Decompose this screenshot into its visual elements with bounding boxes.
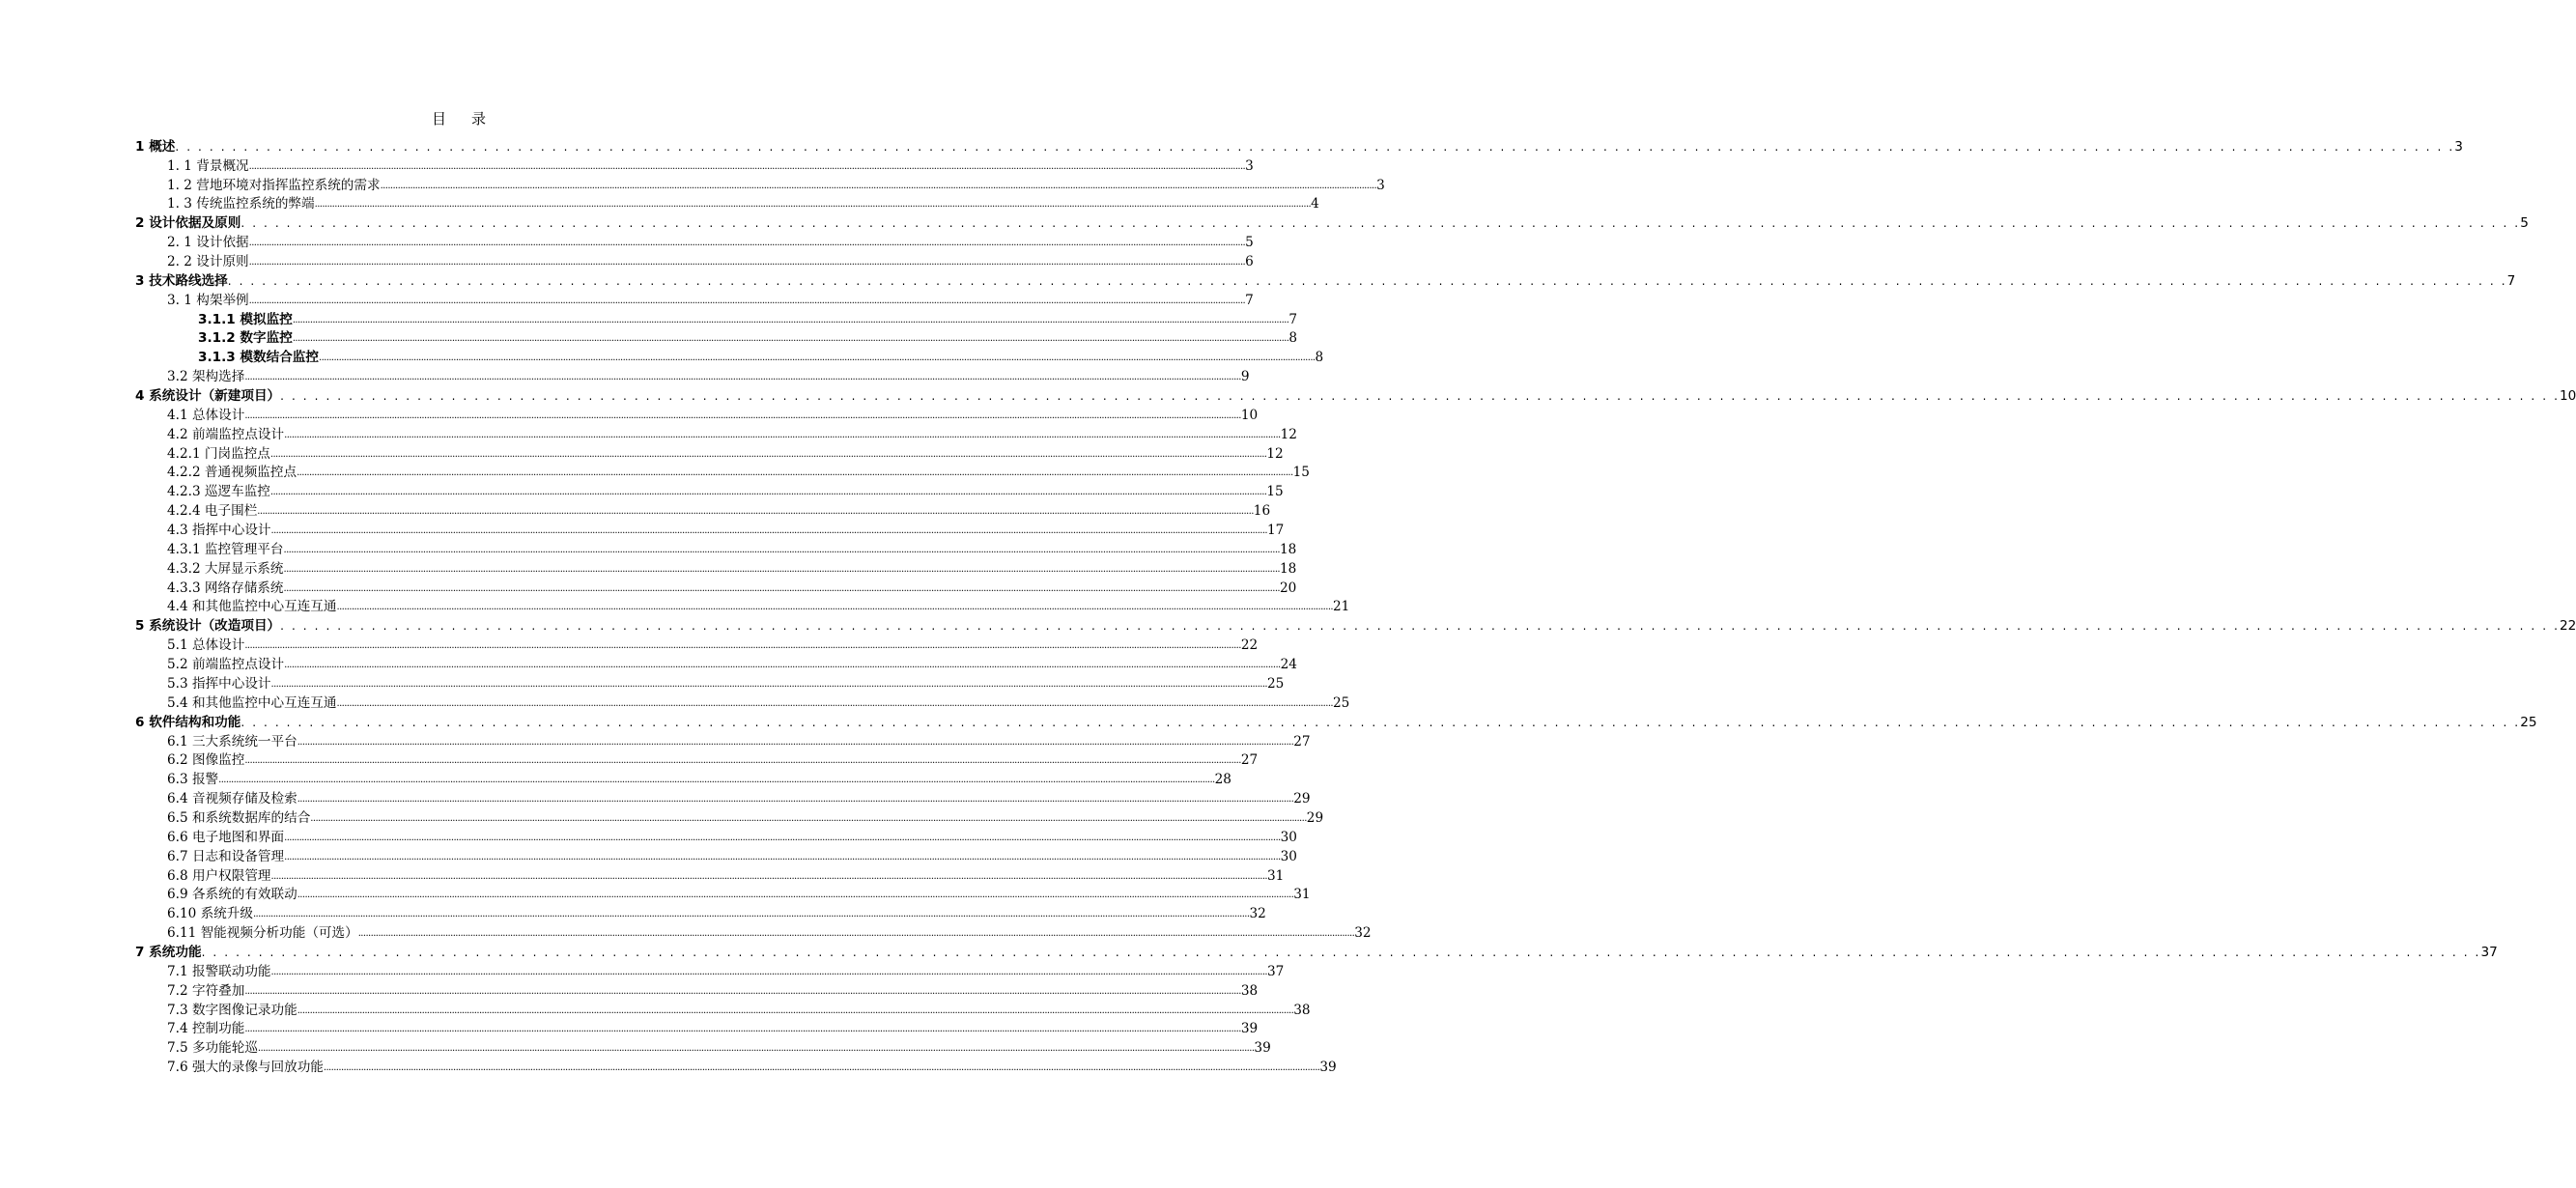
toc-entry-page: 6 — [1245, 254, 1254, 270]
toc-entry[interactable] — [135, 597, 1350, 616]
toc-dot-leader: . . . . . . . . . . . . . . . . . . . . . . . . . . . . . . . . . . . . . . . . . . . . . . . . . . . . . . . . . . . . . . . . . . . . . . . . . . . . . . . . . . . . . . . . . . . . . . . . . . . . . . . . . . . . . . . . . . . . . . . . . . . . . . . . . . . . . . . . . . . . . . . . . . . . . . . . . . . . . . . . . . . . . . . . . . . . . . . . . . . . . . . . . . . . . . . . . . . . . . . . — [175, 139, 2455, 154]
toc-entry-page: 12 — [1266, 445, 1284, 462]
toc-entry[interactable] — [135, 865, 1285, 885]
toc-dot-leader: ................................................................................................................................................................................................................................................................................................................................................................................................................ — [297, 736, 1294, 748]
toc-entry[interactable] — [135, 175, 1385, 194]
toc-entry[interactable] — [135, 424, 1297, 443]
toc-entry[interactable] — [135, 328, 1297, 348]
toc-entry-label: 4.2 前端监控点设计 — [167, 426, 285, 442]
toc-entry-label: 6.3 报警 — [167, 772, 219, 788]
toc-title-char-2: 录 — [471, 110, 487, 127]
toc-entry-page: 37 — [1267, 963, 1285, 979]
toc-entry-label: 6.7 日志和设备管理 — [167, 848, 285, 864]
toc-entry-page: 32 — [1354, 925, 1372, 942]
toc-dot-leader: . . . . . . . . . . . . . . . . . . . . . . . . . . . . . . . . . . . . . . . . . . . . . . . . . . . . . . . . . . . . . . . . . . . . . . . . . . . . . . . . . . . . . . . . . . . . . . . . . . . . . . . . . . . . . . . . . . . . . . . . . . . . . . . . . . . . . . . . . . . . . . . . . . . . . . . . . . . . . . . . . . . . . . . . . . . . . . . . . . . . . . . . . . . . . . . . . . . . . . . . — [280, 619, 2561, 634]
toc-entry[interactable] — [135, 463, 1310, 482]
toc-entry[interactable] — [135, 1000, 1311, 1019]
toc-entry-label: 7.1 报警联动功能 — [167, 963, 271, 979]
toc-entry[interactable] — [135, 443, 1284, 463]
toc-dot-leader: ................................................................................................................................................................................................................................................................................................................................................................................................................ — [357, 928, 1355, 940]
toc-entry[interactable] — [135, 846, 1297, 865]
toc-entry[interactable] — [135, 366, 1250, 385]
toc-dot-leader: ................................................................................................................................................................................................................................................................................................................................................................................................................ — [297, 890, 1294, 901]
toc-entry[interactable] — [135, 520, 1285, 539]
toc-entry-page: 25 — [1267, 675, 1285, 692]
toc-entry[interactable] — [135, 1019, 1259, 1038]
toc-dot-leader: ................................................................................................................................................................................................................................................................................................................................................................................................................ — [270, 870, 1268, 882]
toc-entry-page: 7 — [1288, 311, 1297, 327]
toc-entry-page: 29 — [1293, 791, 1311, 807]
toc-entry[interactable] — [135, 194, 1319, 213]
toc-entry-label: 7 系统功能 — [135, 944, 202, 960]
toc-entry-label: 7.3 数字图像记录功能 — [167, 1002, 297, 1018]
toc-dot-leader: ................................................................................................................................................................................................................................................................................................................................................................................................................ — [244, 1024, 1241, 1035]
toc-dot-leader: . . . . . . . . . . . . . . . . . . . . . . . . . . . . . . . . . . . . . . . . . . . . . . . . . . . . . . . . . . . . . . . . . . . . . . . . . . . . . . . . . . . . . . . . . . . . . . . . . . . . . . . . . . . . . . . . . . . . . . . . . . . . . . . . . . . . . . . . . . . . . . . . . . . . . . . . . . . . . . . . . . . . . . . . . . . . . . . . . . . . . . . . . . . . . . . . . . . . . . . . — [241, 715, 2521, 729]
toc-entry-page: 18 — [1279, 560, 1297, 577]
toc-entry-page: 3 — [1376, 177, 1385, 193]
toc-entry-label: 1. 3 传统监控系统的弊端 — [167, 196, 315, 212]
toc-dot-leader: ................................................................................................................................................................................................................................................................................................................................................................................................................ — [244, 640, 1241, 652]
toc-entry[interactable] — [135, 385, 2576, 405]
toc-dot-leader: ................................................................................................................................................................................................................................................................................................................................................................................................................ — [252, 909, 1250, 920]
toc-entry-label: 3.1.2 数字监控 — [198, 330, 293, 347]
toc-entry-page: 10 — [2560, 388, 2576, 405]
toc-dot-leader: . . . . . . . . . . . . . . . . . . . . . . . . . . . . . . . . . . . . . . . . . . . . . . . . . . . . . . . . . . . . . . . . . . . . . . . . . . . . . . . . . . . . . . . . . . . . . . . . . . . . . . . . . . . . . . . . . . . . . . . . . . . . . . . . . . . . . . . . . . . . . . . . . . . . . . . . . . . . . . . . . . . . . . . . . . . . . . . . . . . . . . . . . . . . . . . . . . . . . . . . — [241, 216, 2521, 231]
toc-entry[interactable] — [135, 270, 2516, 290]
toc-entry-label: 6.5 和系统数据库的结合 — [167, 809, 311, 826]
toc-entry[interactable] — [135, 885, 1311, 904]
toc-entry[interactable] — [135, 827, 1297, 846]
toc-dot-leader: ................................................................................................................................................................................................................................................................................................................................................................................................................ — [244, 410, 1241, 421]
toc-entry-label: 6.11 智能视频分析功能（可选） — [167, 925, 358, 942]
toc-dot-leader: ................................................................................................................................................................................................................................................................................................................................................................................................................ — [297, 1004, 1294, 1016]
toc-entry-page: 8 — [1315, 350, 1324, 366]
toc-entry-page: 9 — [1240, 369, 1250, 385]
toc-entry-page: 31 — [1267, 867, 1285, 884]
toc-entry-page: 38 — [1293, 1002, 1311, 1018]
toc-dot-leader: ................................................................................................................................................................................................................................................................................................................................................................................................................ — [292, 333, 1289, 345]
toc-entry[interactable] — [135, 673, 1285, 693]
toc-entry-label: 1. 1 背景概况 — [167, 157, 249, 174]
toc-entry-page: 22 — [1240, 637, 1259, 654]
toc-dot-leader: ................................................................................................................................................................................................................................................................................................................................................................................................................ — [297, 467, 1293, 479]
toc-entry[interactable] — [135, 156, 1254, 175]
toc-title — [0, 108, 918, 128]
toc-entry-label: 4.2.3 巡逻车监控 — [167, 484, 270, 500]
toc-entry-page: 5 — [1245, 235, 1254, 251]
toc-entry-label: 5.1 总体设计 — [167, 637, 245, 654]
toc-entry-label: 5.3 指挥中心设计 — [167, 675, 271, 692]
toc-dot-leader: ................................................................................................................................................................................................................................................................................................................................................................................................................ — [284, 851, 1281, 863]
toc-entry-page: 39 — [1319, 1060, 1337, 1076]
table-of-contents — [135, 136, 2576, 1076]
toc-entry-page: 21 — [1332, 599, 1350, 615]
toc-dot-leader: . . . . . . . . . . . . . . . . . . . . . . . . . . . . . . . . . . . . . . . . . . . . . . . . . . . . . . . . . . . . . . . . . . . . . . . . . . . . . . . . . . . . . . . . . . . . . . . . . . . . . . . . . . . . . . . . . . . . . . . . . . . . . . . . . . . . . . . . . . . . . . . . . . . . . . . . . . . . . . . . . . . . . . . . . . . . . . . . . . . . . . . . . . . . . . . . . . . . . . . . — [227, 273, 2507, 288]
toc-entry-label: 4.1 总体设计 — [167, 407, 245, 423]
toc-entry-label: 6.1 三大系统统一平台 — [167, 733, 297, 750]
toc-entry[interactable] — [135, 500, 1271, 520]
toc-dot-leader: ................................................................................................................................................................................................................................................................................................................................................................................................................ — [218, 775, 1215, 786]
toc-entry-label: 4.2.1 门岗监控点 — [167, 445, 270, 462]
toc-entry-label: 1. 2 营地环境对指挥监控系统的需求 — [167, 177, 381, 193]
toc-entry-page: 32 — [1249, 906, 1266, 922]
toc-entry-page: 16 — [1253, 503, 1271, 520]
toc-entry-label: 7.6 强大的录像与回放功能 — [167, 1060, 324, 1076]
toc-entry-label: 6.2 图像监控 — [167, 752, 245, 769]
toc-dot-leader: ................................................................................................................................................................................................................................................................................................................................................................................................................ — [269, 487, 1267, 498]
toc-entry-page: 18 — [1279, 541, 1297, 557]
toc-entry[interactable] — [135, 539, 1297, 558]
toc-entry-label: 5 系统设计（改造项目） — [135, 618, 281, 635]
toc-entry-page: 25 — [1332, 694, 1350, 711]
toc-entry[interactable] — [135, 212, 2529, 232]
toc-entry[interactable] — [135, 347, 1324, 366]
toc-entry-label: 2. 2 设计原则 — [167, 254, 249, 270]
toc-dot-leader: ................................................................................................................................................................................................................................................................................................................................................................................................................ — [283, 563, 1280, 575]
toc-entry[interactable] — [135, 635, 1259, 654]
toc-entry-label: 4.3.1 监控管理平台 — [167, 541, 284, 557]
toc-entry-page: 10 — [1240, 407, 1259, 423]
toc-entry-page: 31 — [1293, 887, 1311, 903]
toc-entry[interactable] — [135, 922, 1372, 942]
toc-dot-leader: ................................................................................................................................................................................................................................................................................................................................................................................................................ — [257, 1043, 1255, 1055]
toc-entry-label: 6.4 音视频存储及检索 — [167, 791, 297, 807]
toc-entry[interactable] — [135, 251, 1254, 270]
toc-entry-page: 7 — [2506, 272, 2516, 289]
toc-entry-page: 30 — [1280, 829, 1297, 845]
toc-entry-label: 3.1.3 模数结合监控 — [198, 350, 319, 366]
toc-entry-label: 6.6 电子地图和界面 — [167, 829, 285, 845]
toc-entry[interactable] — [135, 136, 2463, 156]
toc-entry[interactable] — [135, 232, 1254, 251]
toc-entry-page: 37 — [2480, 944, 2498, 960]
toc-entry-label: 1 概述 — [135, 138, 176, 155]
toc-entry-page: 7 — [1245, 292, 1254, 308]
toc-dot-leader: ................................................................................................................................................................................................................................................................................................................................................................................................................ — [283, 544, 1280, 555]
toc-entry[interactable] — [135, 1057, 1337, 1076]
toc-entry[interactable] — [135, 693, 1350, 712]
toc-entry-page: 5 — [2520, 215, 2529, 232]
toc-entry-label: 6.8 用户权限管理 — [167, 867, 271, 884]
toc-entry-label: 4.2.2 普通视频监控点 — [167, 465, 297, 481]
toc-dot-leader: ................................................................................................................................................................................................................................................................................................................................................................................................................ — [248, 257, 1246, 269]
toc-entry[interactable] — [135, 1037, 1271, 1057]
toc-dot-leader: ................................................................................................................................................................................................................................................................................................................................................................................................................ — [270, 966, 1268, 977]
toc-dot-leader: ................................................................................................................................................................................................................................................................................................................................................................................................................ — [248, 295, 1246, 306]
toc-entry-page: 17 — [1267, 523, 1285, 539]
toc-entry-label: 6 软件结构和功能 — [135, 714, 241, 730]
toc-dot-leader: ................................................................................................................................................................................................................................................................................................................................................................................................................ — [284, 429, 1281, 440]
toc-entry[interactable] — [135, 654, 1297, 673]
toc-entry[interactable] — [135, 750, 1259, 770]
toc-entry-page: 8 — [1288, 330, 1297, 347]
toc-entry-label: 4.2.4 电子围栏 — [167, 503, 258, 520]
toc-entry[interactable] — [135, 980, 1259, 1000]
toc-dot-leader: ................................................................................................................................................................................................................................................................................................................................................................................................................ — [244, 372, 1241, 383]
toc-entry[interactable] — [135, 558, 1297, 578]
toc-entry[interactable] — [135, 290, 1254, 309]
toc-entry-page: 15 — [1292, 465, 1310, 481]
toc-dot-leader: ................................................................................................................................................................................................................................................................................................................................................................................................................ — [323, 1062, 1320, 1074]
toc-entry[interactable] — [135, 405, 1259, 424]
toc-dot-leader: ................................................................................................................................................................................................................................................................................................................................................................................................................ — [380, 180, 1377, 191]
toc-entry-label: 2. 1 设计依据 — [167, 235, 249, 251]
toc-entry-page: 39 — [1240, 1021, 1259, 1037]
toc-entry-label: 4 系统设计（新建项目） — [135, 388, 281, 405]
toc-entry-page: 39 — [1254, 1040, 1271, 1057]
toc-entry-page: 25 — [2520, 714, 2537, 730]
toc-entry-label: 4.3 指挥中心设计 — [167, 523, 271, 539]
toc-entry-label: 3 技术路线选择 — [135, 272, 228, 289]
toc-entry-label: 3.1.1 模拟监控 — [198, 311, 293, 327]
toc-entry[interactable] — [135, 578, 1297, 597]
toc-entry[interactable] — [135, 731, 1311, 750]
toc-entry[interactable] — [135, 903, 1266, 922]
toc-dot-leader: ................................................................................................................................................................................................................................................................................................................................................................................................................ — [284, 832, 1281, 843]
toc-dot-leader: ................................................................................................................................................................................................................................................................................................................................................................................................................ — [244, 755, 1241, 767]
toc-entry[interactable] — [135, 309, 1297, 328]
toc-entry[interactable] — [135, 788, 1311, 807]
toc-title-char-1: 目 — [431, 110, 446, 127]
toc-entry-label: 7.5 多功能轮巡 — [167, 1040, 258, 1057]
toc-dot-leader: . . . . . . . . . . . . . . . . . . . . . . . . . . . . . . . . . . . . . . . . . . . . . . . . . . . . . . . . . . . . . . . . . . . . . . . . . . . . . . . . . . . . . . . . . . . . . . . . . . . . . . . . . . . . . . . . . . . . . . . . . . . . . . . . . . . . . . . . . . . . . . . . . . . . . . . . . . . . . . . . . . . . . . . . . . . . . . . . . . . . . . . . . . . . . . . . . . . . . . . . — [201, 945, 2481, 959]
toc-dot-leader: ................................................................................................................................................................................................................................................................................................................................................................................................................ — [270, 525, 1268, 537]
toc-entry[interactable] — [135, 615, 2576, 635]
toc-dot-leader: ................................................................................................................................................................................................................................................................................................................................................................................................................ — [292, 314, 1289, 325]
toc-dot-leader: ................................................................................................................................................................................................................................................................................................................................................................................................................ — [284, 660, 1281, 671]
toc-entry-page: 28 — [1214, 772, 1231, 788]
toc-entry-label: 4.4 和其他监控中心互连互通 — [167, 599, 337, 615]
toc-entry-label: 4.3.2 大屏显示系统 — [167, 560, 284, 577]
toc-entry-page: 27 — [1240, 752, 1259, 769]
toc-entry-label: 3. 1 构架举例 — [167, 292, 249, 308]
toc-entry-page: 3 — [2454, 138, 2463, 155]
toc-entry[interactable] — [135, 942, 2498, 961]
toc-entry[interactable] — [135, 961, 1285, 980]
toc-dot-leader: ................................................................................................................................................................................................................................................................................................................................................................................................................ — [269, 448, 1267, 460]
toc-dot-leader: ................................................................................................................................................................................................................................................................................................................................................................................................................ — [283, 582, 1280, 594]
toc-entry-label: 3.2 架构选择 — [167, 369, 245, 385]
toc-entry-page: 15 — [1266, 484, 1284, 500]
toc-entry-page: 30 — [1280, 848, 1297, 864]
toc-entry-page: 27 — [1293, 733, 1311, 750]
toc-dot-leader: ................................................................................................................................................................................................................................................................................................................................................................................................................ — [248, 238, 1246, 249]
toc-entry-page: 38 — [1240, 982, 1259, 999]
toc-dot-leader: . . . . . . . . . . . . . . . . . . . . . . . . . . . . . . . . . . . . . . . . . . . . . . . . . . . . . . . . . . . . . . . . . . . . . . . . . . . . . . . . . . . . . . . . . . . . . . . . . . . . . . . . . . . . . . . . . . . . . . . . . . . . . . . . . . . . . . . . . . . . . . . . . . . . . . . . . . . . . . . . . . . . . . . . . . . . . . . . . . . . . . . . . . . . . . . . . . . . . . . . — [280, 389, 2561, 404]
toc-entry-label: 6.10 系统升级 — [167, 906, 253, 922]
toc-entry-label: 4.3.3 网络存储系统 — [167, 580, 284, 596]
toc-entry-page: 24 — [1280, 657, 1297, 673]
toc-entry-page: 20 — [1279, 580, 1297, 596]
toc-entry-label: 7.4 控制功能 — [167, 1021, 245, 1037]
toc-dot-leader: ................................................................................................................................................................................................................................................................................................................................................................................................................ — [244, 985, 1241, 997]
toc-entry-page: 4 — [1311, 196, 1319, 212]
toc-dot-leader: ................................................................................................................................................................................................................................................................................................................................................................................................................ — [248, 160, 1246, 172]
toc-entry-label: 7.2 字符叠加 — [167, 982, 245, 999]
toc-entry[interactable] — [135, 481, 1284, 500]
toc-entry-page: 29 — [1306, 809, 1324, 826]
toc-entry-page: 22 — [2560, 618, 2576, 635]
toc-entry[interactable] — [135, 712, 2537, 731]
toc-entry-page: 12 — [1280, 426, 1297, 442]
toc-dot-leader: ................................................................................................................................................................................................................................................................................................................................................................................................................ — [297, 794, 1294, 806]
toc-entry[interactable] — [135, 769, 1231, 788]
toc-entry-page: 3 — [1245, 157, 1254, 174]
toc-entry[interactable] — [135, 807, 1324, 827]
toc-entry-label: 6.9 各系统的有效联动 — [167, 887, 297, 903]
toc-dot-leader: ................................................................................................................................................................................................................................................................................................................................................................................................................ — [314, 199, 1312, 211]
toc-dot-leader: ................................................................................................................................................................................................................................................................................................................................................................................................................ — [336, 697, 1333, 709]
toc-dot-leader: ................................................................................................................................................................................................................................................................................................................................................................................................................ — [310, 812, 1307, 824]
toc-dot-leader: ................................................................................................................................................................................................................................................................................................................................................................................................................ — [257, 506, 1254, 518]
toc-dot-leader: ................................................................................................................................................................................................................................................................................................................................................................................................................ — [270, 678, 1268, 690]
toc-entry-label: 5.4 和其他监控中心互连互通 — [167, 694, 337, 711]
toc-entry-label: 5.2 前端监控点设计 — [167, 657, 285, 673]
toc-dot-leader: ................................................................................................................................................................................................................................................................................................................................................................................................................ — [336, 602, 1333, 613]
toc-dot-leader: ................................................................................................................................................................................................................................................................................................................................................................................................................ — [319, 353, 1316, 364]
toc-entry-label: 2 设计依据及原则 — [135, 215, 241, 232]
